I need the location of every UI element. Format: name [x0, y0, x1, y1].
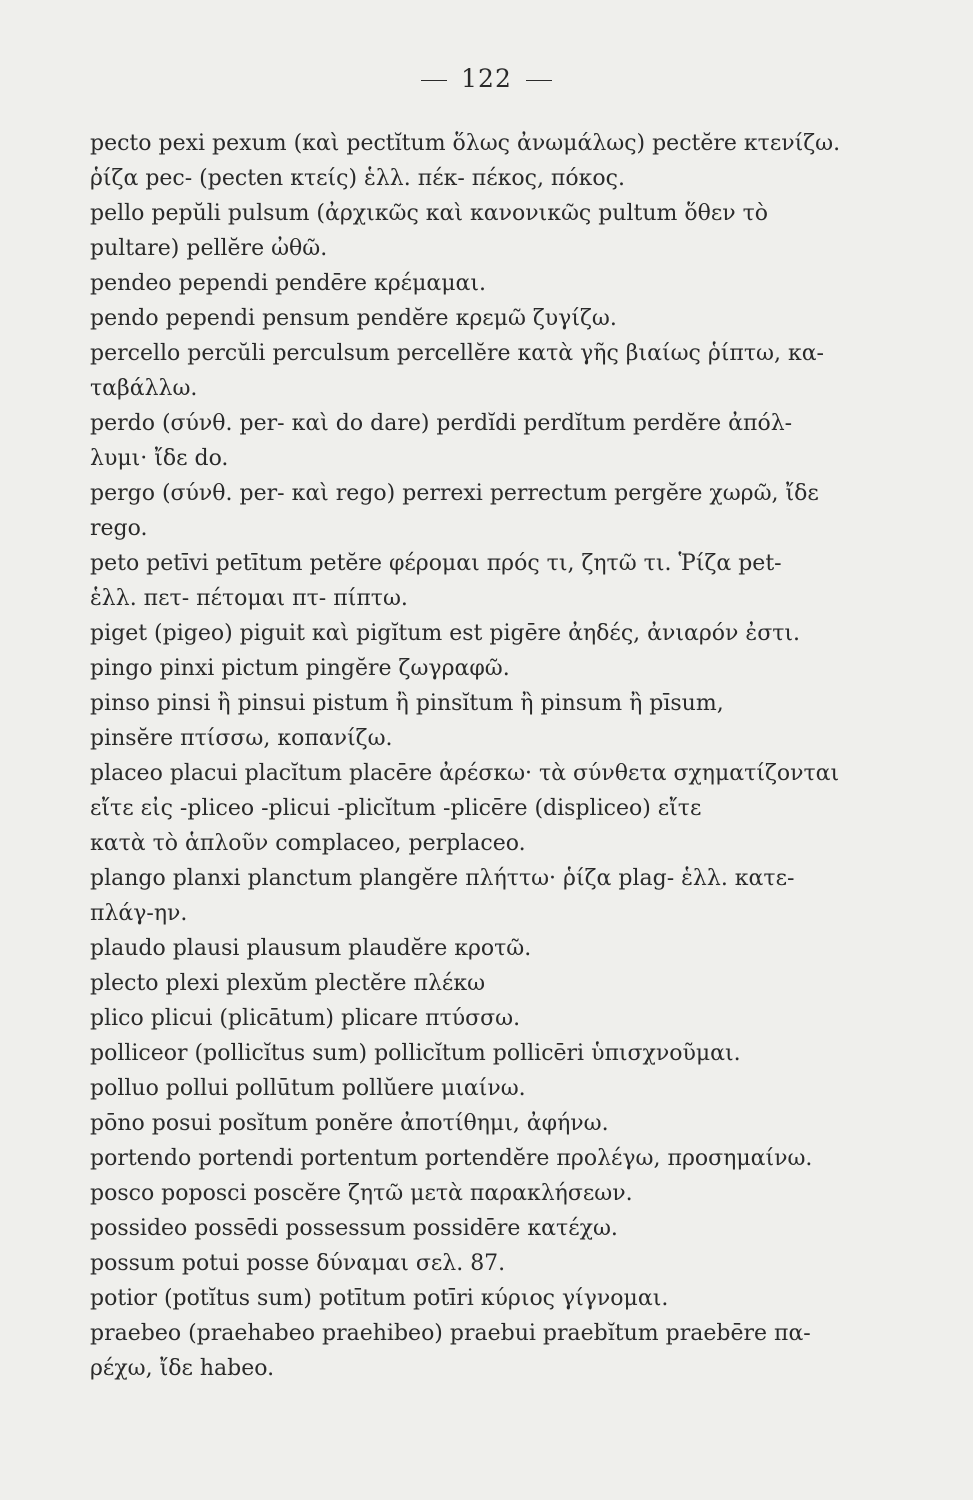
dictionary-entry [90, 966, 920, 1001]
entry-headword-line: perdo (σύνθ. per- καὶ do dare) perdĭdi perdĭtum perdĕre ἀπόλ- [90, 411, 793, 436]
entry-headword-line: placeo placui placĭtum placēre ἀρέσκω· τὰ σύνθετα σχηματίζονται [90, 761, 840, 786]
dictionary-entry [90, 546, 920, 616]
dictionary-entry [90, 861, 920, 931]
entry-headword-line: percello percŭli perculsum percellĕre κατὰ γῆς βιαίως ῥίπτω, κα- [90, 341, 824, 366]
dictionary-entry [90, 301, 920, 336]
dictionary-entry [90, 1036, 920, 1071]
page-number-value: 122 [461, 64, 512, 93]
dictionary-entry [90, 1141, 920, 1176]
dictionary-entry [90, 1316, 920, 1386]
entry-headword-line: possum potui posse δύναμαι σελ. 87. [90, 1251, 506, 1276]
page-number [0, 64, 973, 93]
entry-headword-line: plaudo plausi plausum plaudĕre κροτῶ. [90, 936, 532, 961]
dictionary-entry [90, 1106, 920, 1141]
entry-headword-line: posco poposci poscĕre ζητῶ μετὰ παρακλήσεων. [90, 1181, 633, 1206]
left-dash [421, 80, 447, 81]
dictionary-entry [90, 1211, 920, 1246]
entry-continuation-line: pinsĕre πτίσσω, κοπανίζω. [90, 726, 393, 751]
entry-headword-line: potior (potĭtus sum) potītum potīri κύριος γίγνομαι. [90, 1286, 669, 1311]
right-dash [526, 80, 552, 81]
entry-headword-line: plico plicui (plicātum) plicare πτύσσω. [90, 1006, 521, 1031]
entry-headword-line: possideo possēdi possessum possidēre κατέχω. [90, 1216, 618, 1241]
entry-headword-line: praebeo (praehabeo praehibeo) praebui praebĭtum praebēre πα- [90, 1321, 811, 1346]
entry-headword-line: pello pepŭli pulsum (ἀρχικῶς καὶ κανονικῶς pultum ὅθεν τὸ [90, 201, 769, 226]
dictionary-entry [90, 1071, 920, 1106]
dictionary-entry [90, 406, 920, 476]
entry-continuation-line: ρέχω, ἴδε habeo. [90, 1356, 275, 1381]
entry-headword-line: pendo pependi pensum pendĕre κρεμῶ ζυγίζω. [90, 306, 617, 331]
entry-continuation-line: rego. [90, 516, 148, 541]
entry-continuation-line: ῥίζα pec- (pecten κτείς) ἑλλ. πέκ- πέκος, πόκος. [90, 166, 625, 191]
dictionary-entry [90, 1246, 920, 1281]
entry-headword-line: pendeo pependi pendēre κρέμαμαι. [90, 271, 487, 296]
dictionary-entry [90, 336, 920, 406]
dictionary-entry [90, 126, 920, 196]
entry-continuation-line: λυμι· ἴδε do. [90, 446, 229, 471]
entry-headword-line: pergo (σύνθ. per- καὶ rego) perrexi perrectum pergĕre χωρῶ, ἴδε [90, 481, 819, 506]
entry-headword-line: polliceor (pollicĭtus sum) pollicĭtum pollicēri ὑπισχνοῦμαι. [90, 1041, 741, 1066]
entry-continuation-line: ἑλλ. πετ- πέτομαι πτ- πίπτω. [90, 586, 408, 611]
entry-headword-line: pōno posui posĭtum ponĕre ἀποτίθημι, ἀφήνω. [90, 1111, 609, 1136]
dictionary-entry [90, 1176, 920, 1211]
entry-continuation-line: pultare) pellĕre ὠθῶ. [90, 236, 328, 261]
entry-continuation-line: πλάγ-ην. [90, 901, 188, 926]
entry-headword-line: pingo pinxi pictum pingĕre ζωγραφῶ. [90, 656, 510, 681]
dictionary-entry [90, 1281, 920, 1316]
dictionary-entry [90, 756, 920, 861]
entry-headword-line: plango planxi planctum plangĕre πλήττω· ῥίζα plag- ἑλλ. κατε- [90, 866, 795, 891]
entry-list [90, 126, 920, 1386]
entry-headword-line: piget (pigeo) piguit καὶ pigĭtum est pigēre ἀηδές, ἀνιαρόν ἐστι. [90, 621, 801, 646]
entry-headword-line: polluo pollui pollūtum pollŭere μιαίνω. [90, 1076, 526, 1101]
entry-headword-line: peto petīvi petītum petĕre φέρομαι πρός τι, ζητῶ τι. Ῥίζα pet- [90, 551, 782, 576]
entry-headword-line: pecto pexi pexum (καὶ pectĭtum ὅλως ἀνωμάλως) pectĕre κτενίζω. [90, 131, 841, 156]
dictionary-entry [90, 931, 920, 966]
dictionary-entry [90, 266, 920, 301]
entry-headword-line: portendo portendi portentum portendĕre προλέγω, προσημαίνω. [90, 1146, 813, 1171]
dictionary-entry [90, 616, 920, 651]
dictionary-entry [90, 1001, 920, 1036]
entry-headword-line: plecto plexi plexŭm plectĕre πλέκω [90, 971, 486, 996]
dictionary-entry [90, 476, 920, 546]
dictionary-entry [90, 686, 920, 756]
entry-headword-line: pinso pinsi ἢ pinsui pistum ἢ pinsĭtum ἢ pinsum ἢ pīsum, [90, 691, 724, 716]
dictionary-entry [90, 196, 920, 266]
entry-continuation-line: κατὰ τὸ ἁπλοῦν complaceo, perplaceo. [90, 831, 526, 856]
entry-continuation-line: ταβάλλω. [90, 376, 198, 401]
entry-continuation-line: εἴτε εἰς -pliceo -plicui -plicĭtum -plicēre (displiceo) εἴτε [90, 796, 702, 821]
dictionary-entry [90, 651, 920, 686]
